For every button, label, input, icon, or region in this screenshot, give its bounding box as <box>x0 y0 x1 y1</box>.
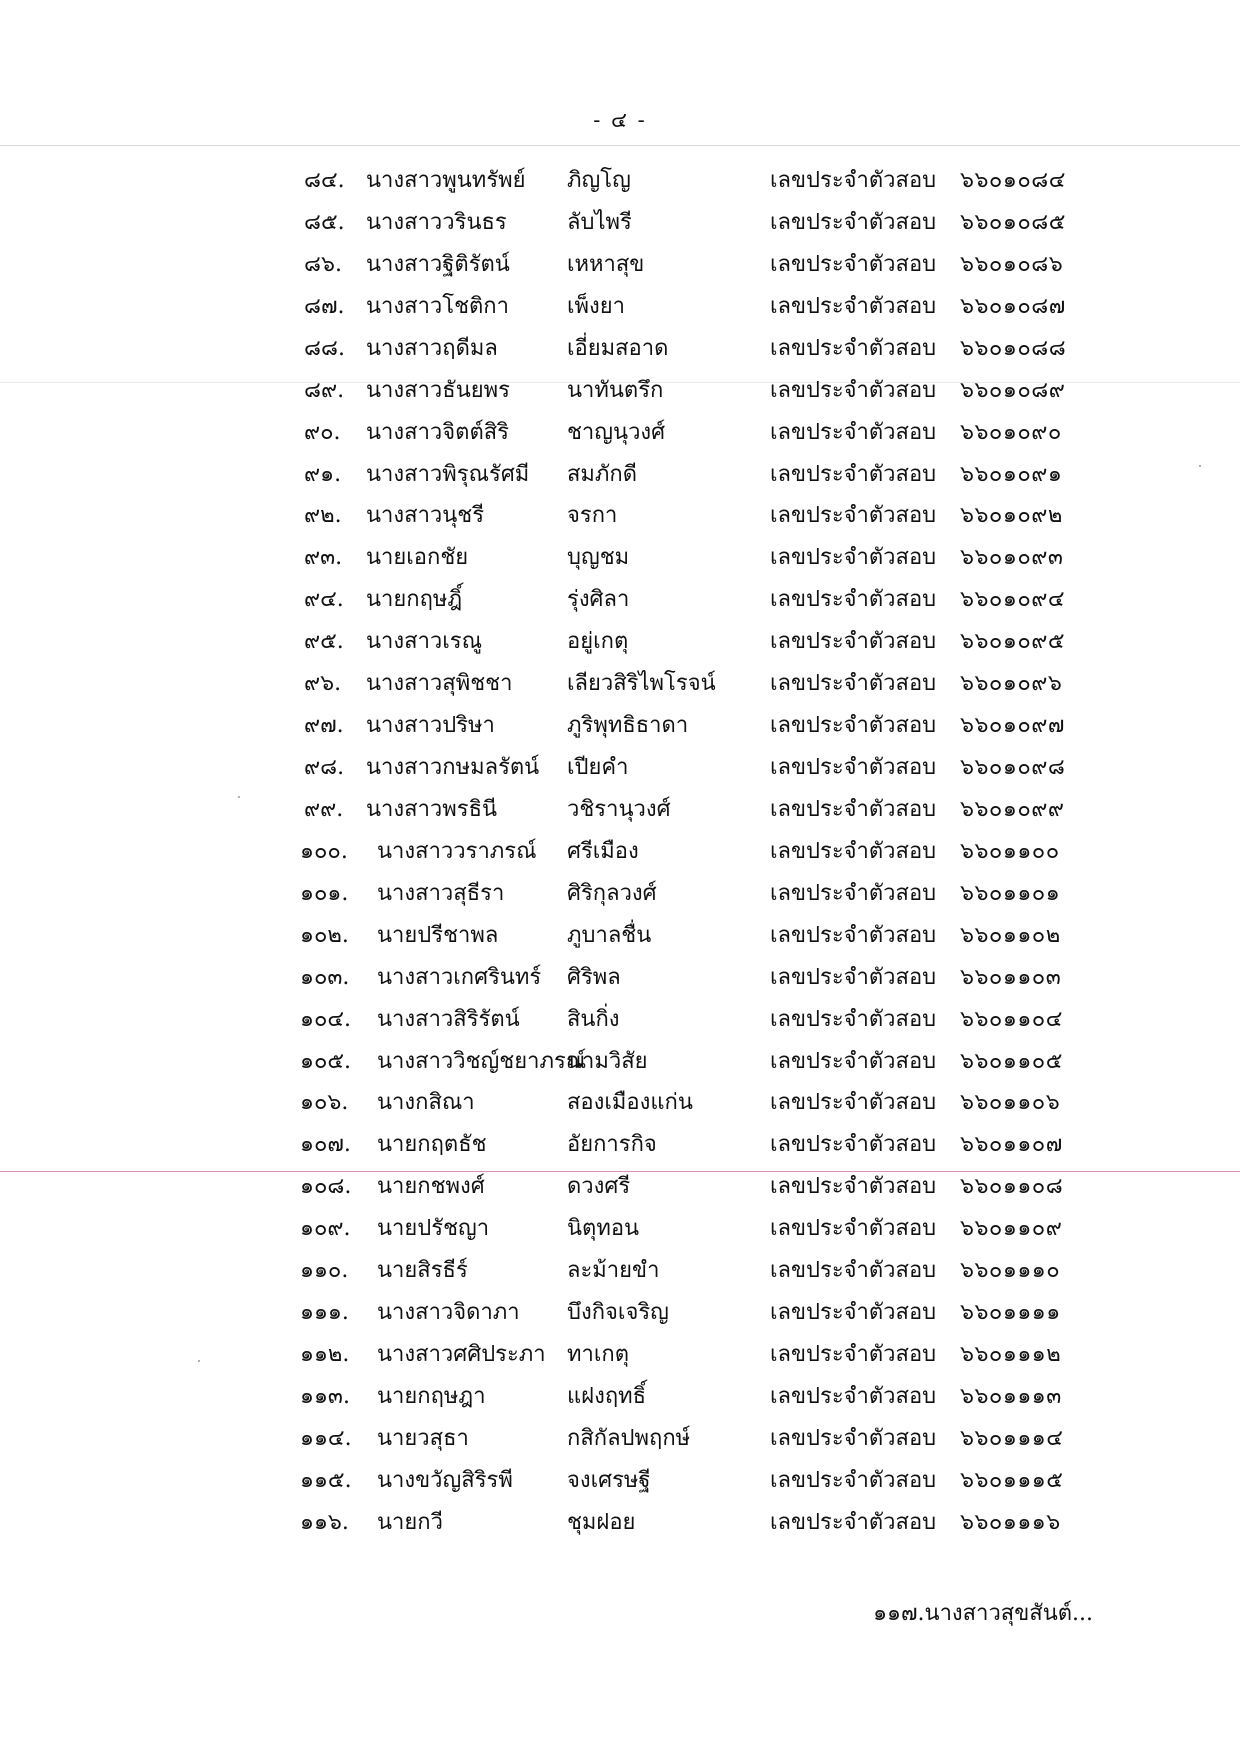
candidate-name: นางสาวโชติกา <box>366 293 509 319</box>
candidate-name: นางสาวธันยพร <box>366 377 510 403</box>
list-item <box>0 537 1240 579</box>
exam-id-label: เลขประจำตัวสอบ <box>770 1383 937 1409</box>
candidate-surname: บุญชม <box>567 545 630 571</box>
row-number: ๑๐๔. <box>300 1006 352 1032</box>
exam-id-label: เลขประจำตัวสอบ <box>770 838 937 864</box>
candidate-surname: เอี่ยมสอาด <box>567 335 669 361</box>
list-item <box>0 915 1240 957</box>
candidate-surname: ศิริกุลวงศ์ <box>567 880 657 906</box>
row-number: ๑๐๑. <box>300 880 349 906</box>
exam-id-label: เลขประจำตัวสอบ <box>770 377 937 403</box>
row-number: ๑๐๗. <box>300 1132 351 1158</box>
exam-id: ๖๖๐๑๐๘๗ <box>960 293 1066 319</box>
list-item <box>0 495 1240 537</box>
row-number: ๘๕. <box>304 209 345 235</box>
list-item <box>0 160 1240 202</box>
exam-id: ๖๖๐๑๑๐๒ <box>960 922 1061 948</box>
exam-id-label: เลขประจำตัวสอบ <box>770 1509 937 1535</box>
exam-id-label: เลขประจำตัวสอบ <box>770 461 937 487</box>
row-number: ๙๓. <box>304 545 343 571</box>
candidate-name: นางสาววราภรณ์ <box>377 838 537 864</box>
list-item <box>0 747 1240 789</box>
exam-id-label: เลขประจำตัวสอบ <box>770 1048 937 1074</box>
candidate-name: นางสาวเกศรินทร์ <box>377 964 542 990</box>
row-number: ๘๘. <box>304 335 345 361</box>
candidate-surname: ละม้ายขำ <box>567 1258 660 1284</box>
candidate-surname: ชุมฝอย <box>567 1509 636 1535</box>
row-number: ๑๑๖. <box>300 1509 349 1535</box>
exam-id-label: เลขประจำตัวสอบ <box>770 209 937 235</box>
candidate-name: นางสาวจิตต์สิริ <box>366 419 509 445</box>
exam-id: ๖๖๐๑๑๐๕ <box>960 1048 1063 1074</box>
exam-id: ๖๖๐๑๑๑๑ <box>960 1300 1061 1326</box>
exam-id: ๖๖๐๑๑๐๓ <box>960 964 1062 990</box>
candidate-surname: ภิญโญ <box>567 168 631 193</box>
candidate-name: นางสาวสุพิชชา <box>366 671 513 697</box>
exam-id-label: เลขประจำตัวสอบ <box>770 713 937 739</box>
list-item <box>0 370 1240 412</box>
exam-id: ๖๖๐๑๐๘๕ <box>960 209 1066 235</box>
exam-id-label: เลขประจำตัวสอบ <box>770 671 937 697</box>
candidate-name: นางสาวพิรุณรัศมี <box>366 461 530 487</box>
exam-id-label: เลขประจำตัวสอบ <box>770 1342 937 1368</box>
exam-id-label: เลขประจำตัวสอบ <box>770 964 937 990</box>
exam-id-label: เลขประจำตัวสอบ <box>770 1090 937 1116</box>
exam-id: ๖๖๐๑๑๐๗ <box>960 1132 1063 1158</box>
row-number: ๑๐๖. <box>300 1090 349 1116</box>
exam-id-label: เลขประจำตัวสอบ <box>770 168 937 193</box>
candidate-name: นางสาวกษมลรัตน์ <box>366 755 540 781</box>
row-number: ๑๑๒. <box>300 1342 350 1368</box>
list-item <box>0 1502 1240 1544</box>
exam-id: ๖๖๐๑๑๐๙ <box>960 1216 1063 1242</box>
exam-id: ๖๖๐๑๐๘๙ <box>960 377 1066 403</box>
candidate-surname: อัยการกิจ <box>567 1132 657 1158</box>
candidate-surname: สินกิ่ง <box>567 1006 620 1032</box>
list-item <box>0 412 1240 454</box>
exam-id: ๖๖๐๑๐๙๓ <box>960 545 1064 571</box>
exam-id-label: เลขประจำตัวสอบ <box>770 1174 937 1200</box>
list-item <box>0 286 1240 328</box>
row-number: ๙๔. <box>304 587 344 613</box>
exam-id: ๖๖๐๑๐๙๒ <box>960 503 1063 529</box>
list-item <box>0 1208 1240 1250</box>
candidate-surname: นาทันตรึก <box>567 377 664 403</box>
candidate-surname: เลียวสิริไพโรจน์ <box>567 671 716 697</box>
exam-id: ๖๖๐๑๐๘๔ <box>960 168 1066 193</box>
exam-id: ๖๖๐๑๐๙๔ <box>960 587 1066 613</box>
list-item <box>0 454 1240 496</box>
candidate-surname: ลับไพรี <box>567 209 632 235</box>
candidate-name: นายปรีชาพล <box>377 922 499 948</box>
row-number: ๑๐๐. <box>300 838 348 864</box>
candidate-surname: ภูบาลชื่น <box>567 922 652 948</box>
candidate-name: นายปรัชญา <box>377 1216 490 1242</box>
candidate-surname: วชิรานุวงศ์ <box>567 796 671 822</box>
candidate-name: นางสาวฤดีมล <box>366 335 498 361</box>
exam-id: ๖๖๐๑๑๐๐ <box>960 838 1060 864</box>
list-item <box>0 1418 1240 1460</box>
candidate-surname: ภูริพุทธิธาดา <box>567 713 689 739</box>
exam-id: ๖๖๐๑๐๙๙ <box>960 796 1065 822</box>
scan-artifact-line <box>0 145 1240 146</box>
list-item <box>0 328 1240 370</box>
candidate-surname: อยู่เกตุ <box>567 629 629 655</box>
candidate-name: นางขวัญสิริรพี <box>377 1467 513 1493</box>
exam-id: ๖๖๐๑๐๙๐ <box>960 419 1062 445</box>
candidate-name: นางสาวจิดาภา <box>377 1300 520 1326</box>
candidate-surname: ชาญนุวงศ์ <box>567 419 666 445</box>
candidate-name: นางสาวนุชรี <box>366 503 485 529</box>
candidate-surname: จงเศรษฐี <box>567 1467 651 1493</box>
candidate-name: นางสาวพรธินี <box>366 796 498 822</box>
exam-id: ๖๖๐๑๐๙๗ <box>960 713 1065 739</box>
exam-id: ๖๖๐๑๑๑๖ <box>960 1509 1061 1535</box>
continuation-note: ๑๑๗.นางสาวสุขสันต์... <box>873 1601 1093 1626</box>
exam-id-label: เลขประจำตัวสอบ <box>770 1425 937 1451</box>
candidate-name: นางสาวฐิติรัตน์ <box>366 251 510 277</box>
row-number: ๑๐๒. <box>300 922 349 948</box>
row-number: ๘๗. <box>304 293 345 319</box>
exam-id-label: เลขประจำตัวสอบ <box>770 419 937 445</box>
exam-id: ๖๖๐๑๑๑๐ <box>960 1258 1061 1284</box>
exam-id: ๖๖๐๑๐๘๖ <box>960 251 1064 277</box>
candidate-name: นางสาวศศิประภา <box>377 1342 546 1368</box>
candidate-surname: บึงกิจเจริญ <box>567 1300 669 1326</box>
row-number: ๑๑๔. <box>300 1425 352 1451</box>
exam-id-label: เลขประจำตัวสอบ <box>770 1300 937 1326</box>
exam-id: ๖๖๐๑๐๘๘ <box>960 335 1067 361</box>
candidate-name: นางสาวปริษา <box>366 713 495 739</box>
exam-id-label: เลขประจำตัวสอบ <box>770 629 937 655</box>
row-number: ๘๙. <box>304 377 345 403</box>
row-number: ๙๑. <box>304 461 342 487</box>
candidate-surname: รุ่งศิลา <box>567 587 630 613</box>
exam-id: ๖๖๐๑๑๑๔ <box>960 1425 1064 1451</box>
candidate-name: นายกชพงศ์ <box>377 1174 485 1200</box>
exam-id: ๖๖๐๑๐๙๘ <box>960 755 1066 781</box>
list-item <box>0 1334 1240 1376</box>
row-number: ๙๘. <box>304 755 345 781</box>
candidate-surname: สองเมืองแก่น <box>567 1090 693 1116</box>
list-item <box>0 1124 1240 1166</box>
row-number: ๙๐. <box>304 419 341 445</box>
exam-id-label: เลขประจำตัวสอบ <box>770 587 937 613</box>
candidate-surname: ทาเกตุ <box>567 1342 629 1368</box>
list-item <box>0 663 1240 705</box>
row-number: ๙๙. <box>304 796 344 822</box>
list-item <box>0 202 1240 244</box>
exam-id-label: เลขประจำตัวสอบ <box>770 503 937 529</box>
exam-id-label: เลขประจำตัวสอบ <box>770 1467 937 1493</box>
candidate-surname: สมภักดี <box>567 461 638 487</box>
row-number: ๑๐๓. <box>300 964 350 990</box>
exam-id: ๖๖๐๑๑๐๔ <box>960 1006 1063 1032</box>
candidate-name: นางสาวพูนทรัพย์ <box>366 168 526 193</box>
exam-id: ๖๖๐๑๑๑๕ <box>960 1467 1064 1493</box>
exam-id-label: เลขประจำตัวสอบ <box>770 880 937 906</box>
candidate-name: นางกสิณา <box>377 1090 475 1116</box>
exam-id: ๖๖๐๑๐๙๑ <box>960 461 1063 487</box>
list-item <box>0 789 1240 831</box>
candidate-name: นางสาววรินธร <box>366 209 507 235</box>
list-item <box>0 957 1240 999</box>
candidate-name: นางสาววิชญ์ชยาภรณ์ <box>377 1048 587 1074</box>
candidate-surname: เพ็งยา <box>567 293 626 319</box>
list-item <box>0 1041 1240 1083</box>
row-number: ๘๔. <box>304 168 345 193</box>
candidate-surname: ศรีเมือง <box>567 838 639 864</box>
row-number: ๑๐๘. <box>300 1174 352 1200</box>
list-item <box>0 1460 1240 1502</box>
candidate-surname: แฝงฤทธิ์ <box>567 1383 647 1409</box>
candidate-surname: นิตุทอน <box>567 1216 640 1242</box>
exam-id: ๖๖๐๑๐๙๕ <box>960 629 1066 655</box>
list-item <box>0 1250 1240 1292</box>
exam-id-label: เลขประจำตัวสอบ <box>770 755 937 781</box>
candidate-surname: เหหาสุข <box>567 251 645 277</box>
candidate-name: นายกวี <box>377 1509 443 1535</box>
list-item <box>0 873 1240 915</box>
exam-id-label: เลขประจำตัวสอบ <box>770 251 937 277</box>
row-number: ๑๑๕. <box>300 1467 352 1493</box>
candidate-name: นายวสุธา <box>377 1425 469 1451</box>
candidate-surname: ดวงศรี <box>567 1174 631 1200</box>
exam-id: ๖๖๐๑๑๐๖ <box>960 1090 1061 1116</box>
row-number: ๙๗. <box>304 713 344 739</box>
exam-id: ๖๖๐๑๑๑๓ <box>960 1383 1062 1409</box>
exam-id: ๖๖๐๑๑๐๘ <box>960 1174 1064 1200</box>
candidate-name: นายกฤตธัช <box>377 1132 487 1158</box>
list-item <box>0 1376 1240 1418</box>
row-number: ๑๑๑. <box>300 1300 349 1326</box>
candidate-name: นายเอกชัย <box>366 545 469 571</box>
exam-id-label: เลขประจำตัวสอบ <box>770 922 937 948</box>
candidate-surname: ศิริพล <box>567 964 621 990</box>
exam-id-label: เลขประจำตัวสอบ <box>770 1006 937 1032</box>
exam-id-label: เลขประจำตัวสอบ <box>770 796 937 822</box>
candidate-name: นางสาวสิริรัตน์ <box>377 1006 520 1032</box>
exam-id: ๖๖๐๑๑๑๒ <box>960 1342 1062 1368</box>
candidate-surname: เปียคำ <box>567 755 629 781</box>
list-item <box>0 621 1240 663</box>
list-item <box>0 579 1240 621</box>
list-item <box>0 831 1240 873</box>
row-number: ๙๕. <box>304 629 344 655</box>
exam-id-label: เลขประจำตัวสอบ <box>770 335 937 361</box>
row-number: ๑๐๕. <box>300 1048 352 1074</box>
exam-id-label: เลขประจำตัวสอบ <box>770 1132 937 1158</box>
row-number: ๑๑๐. <box>300 1258 349 1284</box>
candidate-name: นายกฤษฎา <box>377 1383 486 1409</box>
exam-id-label: เลขประจำตัวสอบ <box>770 1216 937 1242</box>
candidate-surname: นามวิสัย <box>567 1048 648 1074</box>
list-item <box>0 999 1240 1041</box>
list-item <box>0 1166 1240 1208</box>
candidate-name: นายกฤษฎิ์ <box>366 587 463 613</box>
list-item <box>0 244 1240 286</box>
candidate-surname: จรกา <box>567 503 618 529</box>
candidate-name: นางสาวสุธีรา <box>377 880 505 906</box>
exam-id-label: เลขประจำตัวสอบ <box>770 293 937 319</box>
candidate-name: นางสาวเรณู <box>366 629 483 655</box>
row-number: ๑๐๙. <box>300 1216 351 1242</box>
row-number: ๑๑๓. <box>300 1383 350 1409</box>
candidate-surname: กสิกัลปพฤกษ์ <box>567 1425 691 1451</box>
row-number: ๘๖. <box>304 251 342 277</box>
row-number: ๙๖. <box>304 671 342 697</box>
list-item <box>0 1292 1240 1334</box>
exam-id: ๖๖๐๑๑๐๑ <box>960 880 1061 906</box>
exam-id-label: เลขประจำตัวสอบ <box>770 545 937 571</box>
row-number: ๙๒. <box>304 503 342 529</box>
list-item <box>0 1082 1240 1124</box>
exam-id-label: เลขประจำตัวสอบ <box>770 1258 937 1284</box>
exam-id: ๖๖๐๑๐๙๖ <box>960 671 1063 697</box>
candidate-name: นายสิรธีร์ <box>377 1258 468 1284</box>
page-number: - ๔ - <box>593 108 647 132</box>
list-item <box>0 705 1240 747</box>
